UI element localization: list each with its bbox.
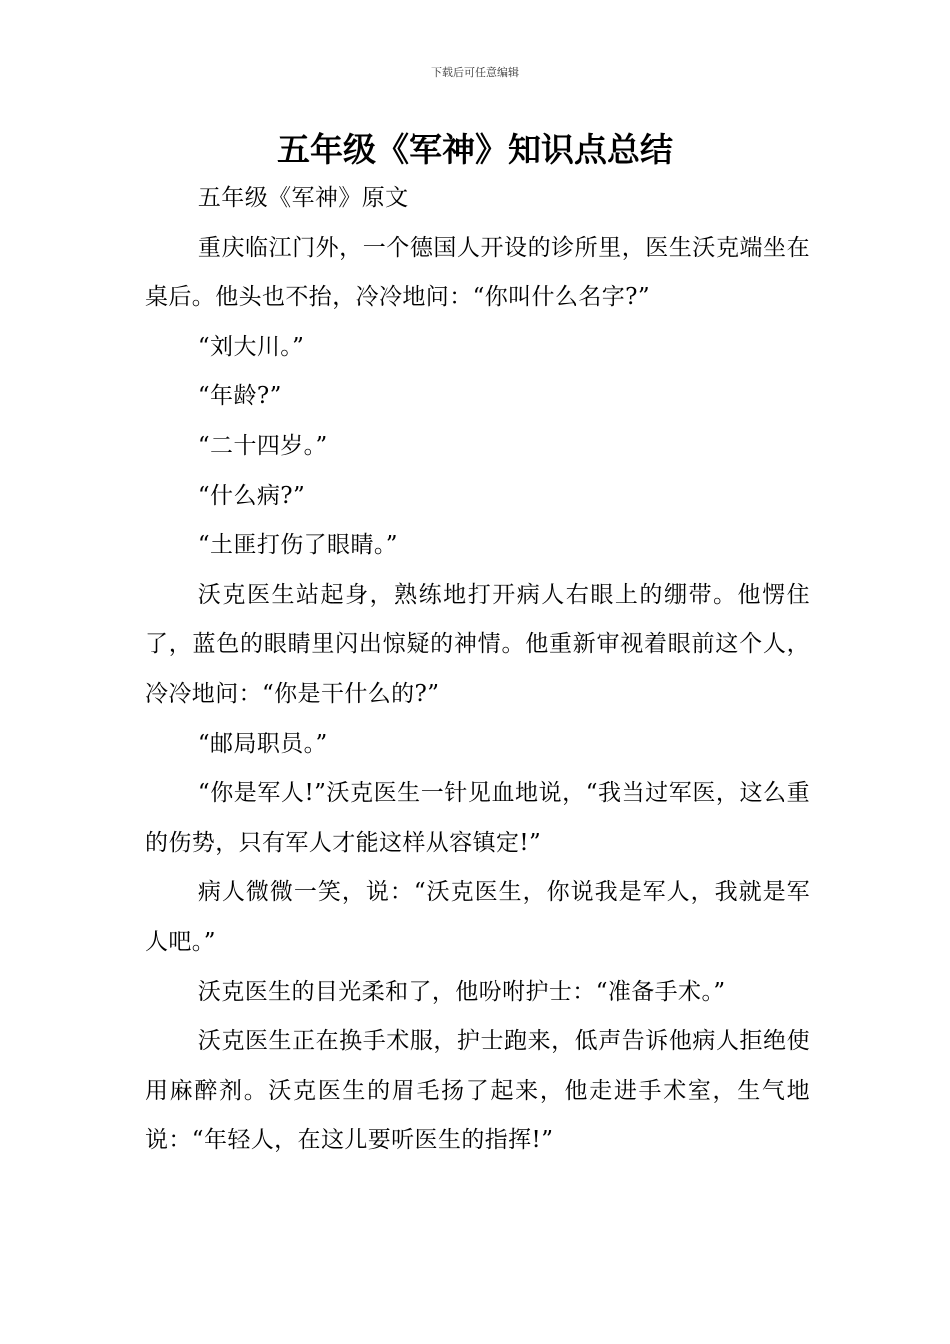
paragraph: 沃克医生的目光柔和了，他吩咐护士：“准备手术。” [197,978,726,1005]
paragraph: 病人微微一笑，说：“沃克医生，你说我是军人，我就是军人吧。” [145,879,810,955]
paragraph: 沃克医生站起身，熟练地打开病人右眼上的绷带。他愣住了，蓝色的眼睛里闪出惊疑的神情。他重新审视着眼前这个人，冷冷地问：“你是干什么的?” [145,581,810,707]
paragraph: “二十四岁。” [197,432,328,459]
paragraph: “邮局职员。” [197,730,328,757]
paragraph: 重庆临江门外，一个德国人开设的诊所里，医生沃克端坐在桌后。他头也不抬，冷冷地问：“你叫什么名字?” [145,234,810,311]
paragraph: “年龄?” [197,383,282,410]
paragraph: “你是军人!”沃克医生一针见血地说，“我当过军医，这么重的伤势，只有军人才能这样从容镇定!” [145,780,810,856]
document-title: 五年级《军神》知识点总结 [277,130,673,169]
paragraph: “土匪打伤了眼睛。” [197,532,398,559]
document-body [145,174,810,1166]
header-note: 下载后可任意编辑 [431,66,519,79]
paragraph-subheading: 五年级《军神》原文 [197,185,409,211]
paragraph: 沃克医生正在换手术服，护士跑来，低声告诉他病人拒绝使用麻醉剂。沃克医生的眉毛扬了起来，他走进手术室，生气地说：“年轻人，在这儿要听医生的指挥!” [145,1028,810,1154]
paragraph: “刘大川。” [197,333,305,360]
paragraph: “什么病?” [197,482,306,509]
